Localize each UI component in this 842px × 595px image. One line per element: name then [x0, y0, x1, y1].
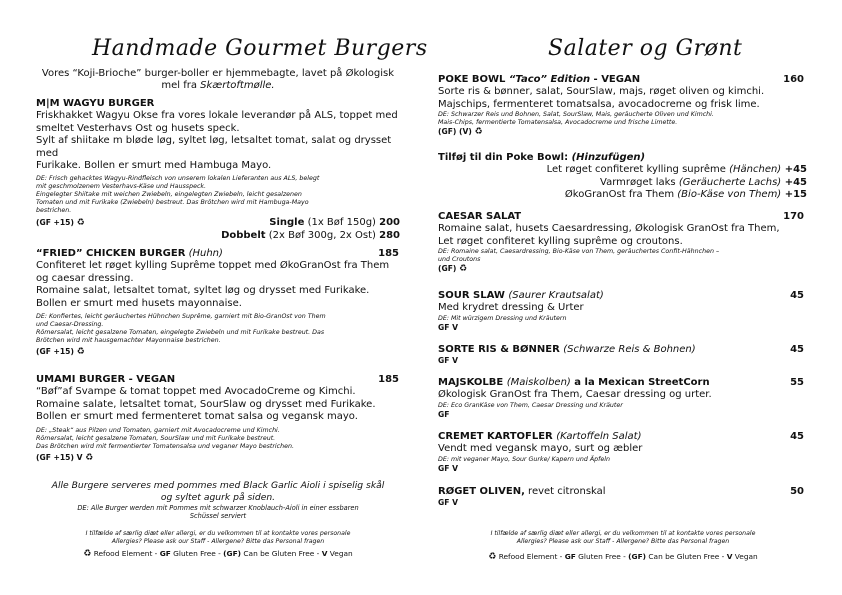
item-description-de: DE: Frisch gehacktes Wagyu-Rindfleisch von unserem lokalen Lieferanten aus ALS, belegt mit geschmolzenem Vesterhavs-Käse und Hausspeck. Eingelegter Shiitake mit weichen Zwiebeln, eingelegten Zwiebeln, leicht gesalzenen Tomaten und mit Furikake (Zwiebeln) bestreut. Das Brötchen wird mit Hambuga-Mayo bestrichen. — [36, 175, 320, 215]
item-description-de: DE: mit veganer Mayo, Sour Gurke/ Kapern und Äpfeln — [438, 455, 610, 463]
allergy-note: I tilfælde af særlig diæt eller allergi, er du velkommen til at kontakte vores personale Allergies? Please ask our Staff - Allergene? Bitte das Personal fragen — [490, 530, 756, 545]
item-description: Økologisk GranOst fra Them, Caesar dressing og urter. — [438, 389, 712, 401]
price-double: Dobbelt (2x Bøf 300g, 2x Ost) 280 — [221, 229, 400, 241]
salads-heading: Salater og Grønt — [548, 36, 743, 61]
item-price: 45 — [790, 344, 804, 355]
item-description-de: DE: Romaine salat, Caesardressing, Bio-Käse von Them, geräuchertes Confit-Hähnchen – und Croutons — [438, 248, 720, 264]
allergy-note: I tilfælde af særlig diæt eller allergi, er du velkommen til at kontakte vores personale Allergies? Please ask our Staff - Allergene? Bitte das Personal fragen — [85, 530, 351, 545]
burgers-intro: Vores “Koji-Brioche” burger-boller er hjemmebagte, lavet på Økologisk mel fra Skærtoftmølle. — [41, 68, 395, 92]
item-tags: (GF) ♻ — [438, 264, 468, 275]
recycle-icon: ♻ — [76, 347, 85, 358]
recycle-icon: ♻ — [488, 552, 497, 562]
recycle-icon: ♻ — [459, 264, 468, 275]
item-description: Confiteret let røget kylling Suprême toppet med ØkoGranOst fra Them og caesar dressing. Romaine salat, letsaltet tomat, syltet løg og drysset med Furikake. Bollen er smurt med husets mayonnaise. — [36, 260, 390, 309]
burgers-heading: Handmade Gourmet Burgers — [92, 36, 428, 61]
menu-item-majs: MAJSKOLBE (Maiskolben) a la Mexican StreetCorn 55 Økologisk GranOst fra Them, Caesar dressing og urter. DE: Eco GranKäse von Them, Caesar Dressing und Kräuter GF — [438, 377, 808, 420]
item-price: 185 — [378, 374, 399, 385]
item-tags: GF V — [438, 322, 458, 332]
item-price: 55 — [790, 377, 804, 388]
item-description-de: DE: „Steak“ aus Pilzen und Tomaten, garniert mit Avocadocreme und Kimchi. Römersalat, leicht gesalzene Tomaten, SourSlaw und mit Furikake bestreut. Das Brötchen wird mit fermentierter Tomatensalsa und veganer Mayo bestrichen. — [36, 426, 294, 450]
menu-item-oliven: RØGET OLIVEN, revet citronskal 50 GF V — [438, 486, 808, 508]
item-description: Med krydret dressing & Urter — [438, 302, 584, 314]
recycle-icon: ♻ — [474, 127, 483, 138]
menu-item-wagyu — [36, 98, 400, 242]
legend: ♻ Refood Element - GF Gluten Free - (GF) Can be Gluten Free - V Vegan — [83, 549, 353, 559]
item-price: 45 — [790, 290, 804, 301]
item-description: Romaine salat, husets Caesardressing, Økologisk GranOst fra Them, Let røget confiteret kylling suprême og croutons. — [438, 223, 780, 247]
item-description-de: DE: Schwarzer Reis und Bohnen, Salat, SourSlaw, Mais, geräucherte Oliven und Kimchi. Mais-Chips, fermentierte Tomatensalsa, Avocadocreme und frische Limette. — [438, 111, 714, 127]
menu-item-kartofler: CREMET KARTOFLER (Kartoffeln Salat) 45 Vendt med vegansk mayo, surt og æbler DE: mit veganer Mayo, Sour Gurke/ Kapern und Äpfeln GF V — [438, 431, 808, 474]
recycle-icon: ♻ — [85, 452, 94, 463]
item-price: 50 — [790, 486, 804, 497]
legend: ♻ Refood Element - GF Gluten Free - (GF) Can be Gluten Free - V Vegan — [488, 552, 758, 562]
poke-addons: Tilføj til din Poke Bowl: (Hinzufügen) Let røget confiteret kylling suprême (Hänchen) +45 Varmrøget laks (Geräucherte Lachs) +45 ØkoGranOst fra Them (Bio-Käse von Them) +15 — [438, 152, 807, 201]
item-description-de: DE: Eco GranKäse von Them, Caesar Dressing und Kräuter — [438, 401, 623, 409]
item-price: 160 — [783, 74, 804, 85]
menu-item-ris: SORTE RIS & BØNNER (Schwarze Reis & Bohnen) 45 GF V — [438, 344, 808, 366]
item-price: 185 — [378, 248, 399, 259]
item-tags: (GF) (V) ♻ — [438, 127, 483, 138]
item-description: “Bøf”af Svampe & tomat toppet med AvocadoCreme og Kimchi. Romaine salate, letsaltet tomat, SourSlaw og drysset med Furikake. Bollen er smurt med fermenteret tomat salsa og vegansk mayo. — [36, 386, 376, 423]
recycle-icon: ♻ — [76, 218, 85, 229]
menu-item-sourslaw: SOUR SLAW (Saurer Krautsalat) 45 Med krydret dressing & Urter DE: Mit würzigem Dressing und Kräutern GF V — [438, 290, 808, 333]
addon-item: Varmrøget laks (Geräucherte Lachs) +45 — [600, 176, 807, 188]
item-description: Sorte ris & bønner, salat, SourSlaw, majs, røget oliven og kimchi. Majschips, fermenteret tomatsalsa, avocadocreme og frisk lime. — [438, 86, 765, 110]
item-price: 170 — [783, 211, 804, 222]
item-description-de: DE: Mit würzigem Dressing und Kräutern — [438, 314, 567, 322]
item-description-de: DE: Konfiertes, leicht geräuchertes Hühnchen Suprême, garniert mit Bio-GranOst von Them und Caesar-Dressing. Römersalat, leicht gesalzene Tomaten, eingelegte Zwiebeln und mit Furikake bestreut. Das Brötchen wird mit hausgemachter Mayonnaise bestrichen. — [36, 313, 326, 345]
item-description: Friskhakket Wagyu Okse fra vores lokale leverandør på ALS, toppet med smeltet Vesterhavs Ost og husets speck. Sylt af shiitake m bløde løg, syltet løg, letsaltet tomat, salat og drysset med Furikake. Bollen er smurt med Hambuga Mayo. — [36, 110, 398, 172]
menu-item-poke: POKE BOWL “Taco” Edition - VEGAN 160 Sorte ris & bønner, salat, SourSlaw, majs, røget oliven og kimchi. Majschips, fermenteret tomatsalsa, avocadocreme og frisk lime. DE: Schwarzer Reis und Bohnen, Salat, SourSlaw, Mais, geräucherte Oliven und Kimchi. Mais-Chips, fermentierte Tomatensalsa, Avocadocreme und frische Limette. (GF) (V) ♻ — [438, 74, 808, 137]
item-tags: GF V — [438, 356, 458, 366]
item-price: 45 — [790, 431, 804, 442]
recycle-icon: ♻ — [83, 549, 92, 559]
addon-item: Let røget confiteret kylling suprême (Hänchen) +45 — [546, 164, 807, 176]
item-description: Vendt med vegansk mayo, surt og æbler — [438, 443, 643, 455]
addon-item: ØkoGranOst fra Them (Bio-Käse von Them) +15 — [564, 189, 807, 201]
item-tags: GF — [438, 409, 450, 419]
item-tags: (GF +15) ♻ — [36, 218, 85, 229]
menu-item-chicken: “FRIED” CHICKEN BURGER (Huhn) 185 Confiteret let røget kylling Suprême toppet med ØkoGranOst fra Them og caesar dressing. Romaine salat, letsaltet tomat, syltet løg og drysset med Furikake. Bollen er smurt med husets mayonnaise. DE: Konfiertes, leicht geräuchertes Hühnchen Suprême, garniert mit Bio-GranOst von Them und Caesar-Dressing. Römersalat, leicht gesalzene Tomaten, eingelegte Zwiebeln und mit Furikake bestreut. Das Brötchen wird mit hausgemachter Mayonnaise bestrichen. (GF +15) ♻ — [36, 248, 399, 358]
menu-item-umami: UMAMI BURGER - VEGAN 185 “Bøf”af Svampe & tomat toppet med AvocadoCreme og Kimchi. Romaine salate, letsaltet tomat, SourSlaw og drysset med Furikake. Bollen er smurt med fermenteret tomat salsa og vegansk mayo. DE: „Steak“ aus Pilzen und Tomaten, garniert mit Avocadocreme und Kimchi. Römersalat, leicht gesalzene Tomaten, SourSlaw und mit Furikake bestreut. Das Brötchen wird mit fermentierter Tomatensalsa und veganer Mayo bestrichen. (GF +15) V ♻ — [36, 374, 399, 463]
item-tags: (GF +15) ♻ — [36, 347, 85, 358]
item-name: M|M WAGYU BURGER — [36, 98, 155, 109]
price-single: Single (1x Bøf 150g) 200 — [269, 217, 400, 229]
item-tags: GF V — [438, 463, 458, 473]
menu-item-caesar: CAESAR SALAT 170 Romaine salat, husets Caesardressing, Økologisk GranOst fra Them, Let røget confiteret kylling suprême og croutons. DE: Romaine salat, Caesardressing, Bio-Käse von Them, geräuchertes Confit-Hähnchen – und Croutons (GF) ♻ — [438, 211, 808, 274]
burgers-footer: Alle Burgere serveres med pommes med Black Garlic Aioli i spiselig skål og syltet agurk på siden. DE: Alle Burger werden mit Pommes mit schwarzer Knoblauch-Aioli in einer essbaren Schüssel serviert — [51, 480, 385, 521]
item-tags: (GF +15) V ♻ — [36, 452, 94, 463]
item-tags: GF V — [438, 498, 458, 508]
